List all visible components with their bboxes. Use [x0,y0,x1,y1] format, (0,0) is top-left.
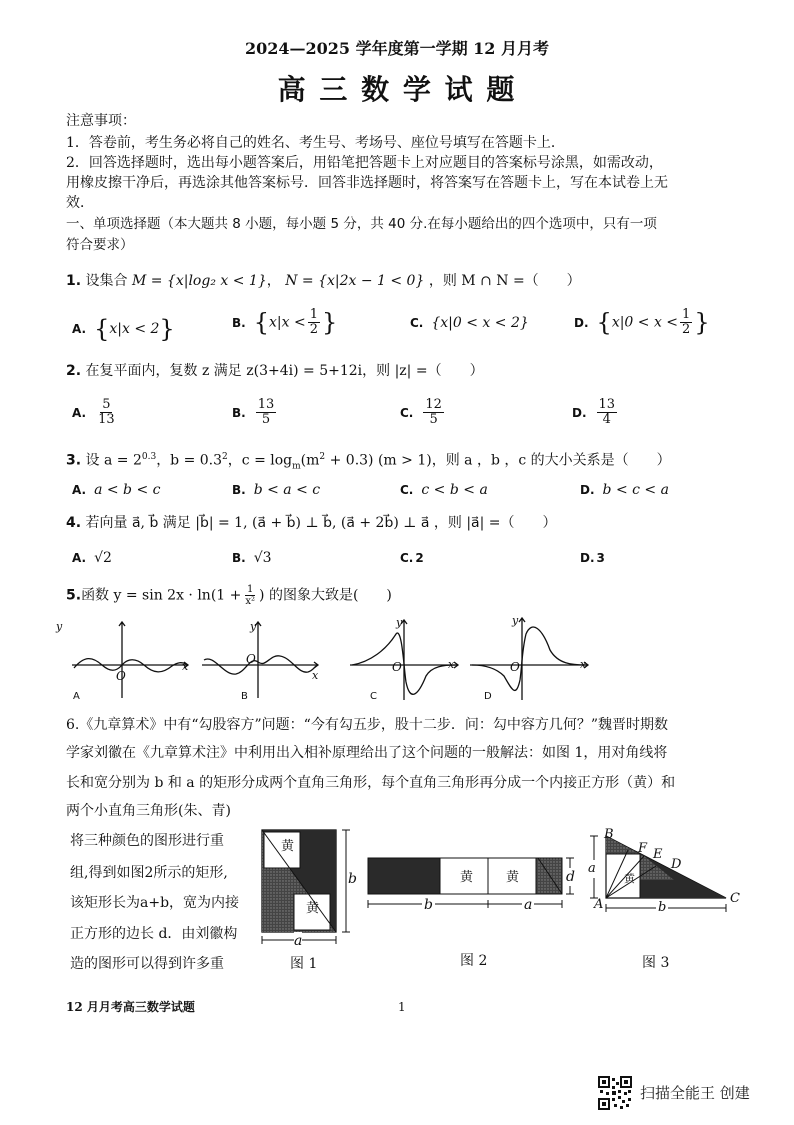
fraction-numerator: 13 [598,397,616,412]
option-label: A. [72,405,87,420]
question-6-side-5: 造的图形可以得到许多重 [70,956,224,972]
question-6-side-1: 将三种颜色的图形进行重 [70,833,224,849]
option-label: A. [72,322,87,336]
q2-option-a[interactable] [72,398,119,427]
figure-1-a-label: a [294,933,303,949]
question-6-side-3: 该矩形长为a+b，宽为内接 [70,895,240,911]
q5-part-a: 函数 y = sin 2x · ln(1 + [81,587,242,604]
fraction-denominator: x² [245,596,256,607]
graph-a-origin: O [116,669,126,683]
q3-exp-3: 2 [319,452,326,462]
option-text: b < c < a [602,482,669,498]
fraction-denominator: 2 [682,322,691,337]
option-text: x|0 < x < [611,314,679,331]
q4-option-d[interactable] [580,550,605,566]
fraction-numerator: 13 [257,397,275,412]
graph-c[interactable] [350,620,458,700]
figure-3-point-c: C [730,891,740,906]
figure-1-yellow-bottom: 黄 [306,901,320,916]
option-text: √3 [253,550,272,566]
q4-option-c[interactable] [400,550,424,566]
figure-1-caption: 图 1 [290,956,318,972]
q3-part-e: + 0.3) (m > 1)，则 a ，b ，c 的大小关系是（ ） [325,452,671,469]
q1-option-d[interactable]: D. {x|0 < x < $\frac{1}{2}$ } [574,307,710,337]
q3-option-b[interactable] [232,482,320,498]
q3-part-c: ，c = log [227,452,293,469]
q2-option-d[interactable] [572,398,619,427]
q3-part-d: (m [300,452,320,469]
option-text: x|x < 2 [109,321,160,337]
notice-item-2-line-2: 用橡皮擦干净后，再选涂其他答案标号．回答非选择题时，将答案写在答题卡上，写在本试卷上无 [66,175,668,191]
option-label: B. [232,405,246,420]
question-2-stem [66,362,484,380]
graph-d-label: D [484,691,492,702]
q4-option-b[interactable] [232,550,272,566]
scanner-watermark: 扫描全能王 创建 [640,1084,750,1102]
question-6-line-4: 两个小直角三角形(朱、青) [66,803,231,819]
figure-2-yellow-2: 黄 [506,870,520,885]
set-m-definition: M = {x|log₂ x < 1} [131,273,267,289]
q1-option-a[interactable]: A. {x|x < 2} [72,315,175,343]
graph-c-label: C [370,691,377,702]
q3-option-d[interactable] [580,482,669,498]
option-label: B. [232,551,246,565]
qr-code-icon [598,1076,632,1110]
figure-2-caption: 图 2 [460,953,488,969]
figure-3-point-d: D [671,857,682,872]
figure-2-b-label: b [424,897,433,913]
page-title: 高 三 数 学 试 题 [277,73,517,106]
fraction-denominator: 4 [602,412,611,427]
q1-option-b[interactable]: B. {x|x < $\frac{1}{2}$ } [232,307,338,337]
q3-exp-1: 0.3 [141,452,157,462]
option-label: B. [232,315,246,330]
notice-item-2-line-3: 效． [66,195,94,211]
fraction-denominator: 5 [429,412,438,427]
q3-option-a[interactable] [72,482,161,498]
graph-b-x-label: x [312,669,319,682]
q5-part-b: ) 的图象大致是( ) [259,587,392,604]
figure-3-point-b: B [604,827,614,842]
question-3-number: 3. [66,452,82,469]
q4-option-a[interactable] [72,550,112,566]
option-text: x|x < [269,314,306,331]
function-graphs [60,610,620,705]
option-text: 3 [596,551,605,565]
option-label: D. [574,315,589,330]
question-2-number: 2. [66,363,82,379]
footer-title: 12 月月考高三数学试题 [66,1000,195,1014]
notice-heading: 注意事项： [66,113,136,129]
question-1-stem [66,272,581,290]
figure-2-diagram [364,852,584,912]
question-6-side-4: 正方形的边长 d．由刘徽构 [70,926,238,942]
q1-option-c[interactable] [410,315,529,331]
figure-1-b-label: b [348,871,357,887]
notice-item-1: 1．答卷前，考生务必将自己的姓名、考生号、考场号、座位号填写在答题卡上． [66,135,565,151]
question-6-line-3: 长和宽分别为 b 和 a 的矩形分成两个直角三角形，每个直角三角形再分成一个内接正方形（黄）和 [66,775,676,791]
figure-2-a-label: a [524,897,533,913]
q1-sep: ， [266,273,281,289]
option-label: D. [572,405,587,420]
option-label: A. [72,483,87,497]
section-heading-line-1: 一、单项选择题（本大题共 8 小题，每小题 5 分，共 40 分.在每小题给出的四个选项中，只有一项 [66,216,657,232]
option-text: {x|0 < x < 2} [431,315,529,331]
set-n-definition: N = {x|2x − 1 < 0} [285,273,425,289]
option-label: D. [580,483,595,497]
figure-3-point-e: E [653,847,663,862]
option-label: B. [232,483,246,497]
graph-a-y-label: y [56,620,63,633]
fraction-numerator: 12 [425,397,442,412]
q2-option-b[interactable] [232,398,278,427]
graph-b[interactable] [202,622,318,698]
graph-c-origin: O [392,660,402,674]
figure-3-b-label: b [658,900,667,915]
fraction-denominator: 2 [309,322,318,337]
question-5-stem [66,584,392,607]
fraction-numerator: 1 [682,307,691,322]
figure-1-yellow-top: 黄 [281,839,295,854]
graph-a-label: A [73,691,80,702]
graph-d-y-label: y [512,614,519,627]
figure-3-yellow: 黄 [624,872,635,885]
question-3-stem [66,448,671,475]
graph-c-x-label: x [448,658,455,671]
graph-b-label: B [241,691,248,702]
question-1-ask: ，则 M ∩ N =（ ） [428,273,581,289]
question-1-number: 1. [66,273,82,289]
question-6-line-2: 学家刘徽在《九章算术注》中利用出入相补原理给出了这个问题的一般解法：如图 1，用对角线将 [66,745,668,761]
section-heading-line-2: 符合要求） [66,237,134,253]
q3-log-base: m [292,461,301,472]
fraction-numerator: 1 [309,307,318,322]
question-1-text: 设集合 [85,273,128,289]
option-label: C. [400,551,414,565]
option-text: √2 [94,550,112,566]
graph-d-origin: O [510,660,520,674]
fraction-denominator: 5 [261,412,271,427]
graph-a-x-label: x [182,660,189,673]
question-4-number: 4. [66,515,82,531]
fraction-denominator: 13 [98,412,115,427]
question-6-side-2: 组,得到如图2所示的矩形, [70,865,228,881]
option-text: 2 [415,551,424,565]
graph-c-y-label: y [396,616,403,629]
figure-2-d-label: d [566,869,575,885]
fraction-numerator: 1 [247,584,254,595]
graph-a[interactable] [72,622,188,698]
graph-b-y-label: y [250,620,257,633]
option-label: A. [72,551,87,565]
question-6-line-1: 6.《九章算术》中有“勾股容方”问题：“今有勾五步，股十二步．问：勾中容方几何？”魏晋时期数 [66,717,668,733]
option-label: C. [410,316,424,330]
q3-option-c[interactable] [400,482,488,498]
figure-3-point-f: F [638,841,648,856]
page-number: 1 [398,1000,406,1014]
question-4-text: 若向量 a⃗, b⃗ 满足 |b⃗| = 1, (a⃗ + b⃗) ⊥ b⃗, (a⃗ + 2b⃗) ⊥ a⃗ ，则 |a⃗| =（ ） [85,515,557,531]
option-text: c < b < a [421,482,488,498]
notice-item-2-line-1: 2．回答选择题时，选出每小题答案后，用铅笔把答题卡上对应题目的答案标号涂黑，如需改动， [66,155,663,171]
figure-3-caption: 图 3 [642,955,670,971]
q3-part-a: 设 a = 2 [85,452,142,469]
q3-part-b: ，b = 0.3 [156,452,223,469]
graph-b-origin: O [246,652,256,666]
figure-3-a-label: a [588,861,596,876]
q3-exp-2: 2 [222,452,228,462]
question-2-text: 在复平面内，复数 z 满足 z(3+4i) = 5+12i，则 |z| =（ ） [85,363,484,379]
question-5-number: 5. [66,587,82,604]
question-4-stem [66,514,557,532]
option-label: D. [580,551,595,565]
figure-1-diagram [258,826,358,948]
exam-line: 2024—2025 学年度第一学期 12 月月考 [244,39,550,58]
fraction-numerator: 5 [102,397,111,412]
option-label: C. [400,483,414,497]
option-text: a < b < c [94,482,161,498]
q2-option-c[interactable] [400,398,446,427]
figure-2-yellow-1: 黄 [460,870,474,885]
option-label: C. [400,405,414,420]
figure-3-point-a: A [594,897,604,912]
option-text: b < a < c [253,482,321,498]
graph-d-x-label: x [580,658,587,671]
